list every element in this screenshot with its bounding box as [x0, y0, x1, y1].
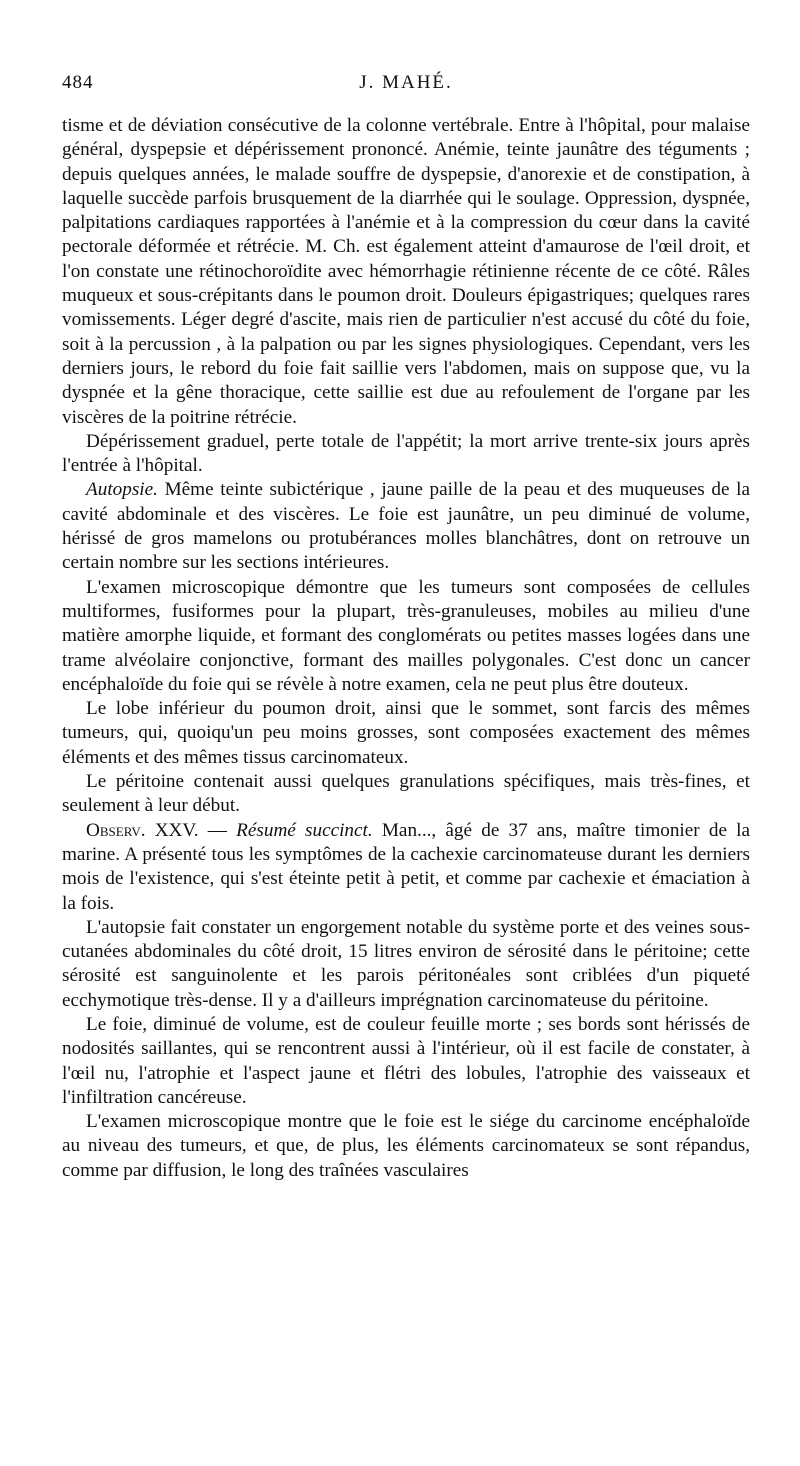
paragraph-text: Dépérissement graduel, perte totale de l'appétit; la mort arrive trente-six jours après l'entrée à l'hôpital.: [62, 430, 750, 477]
running-title: J. MAHÉ.: [359, 72, 453, 93]
paragraph-text: L'examen microscopique montre que le foie est le siége du carcinome encéphaloïde au niveau des tumeurs, et que, de plus, les éléments carcinomateux se sont répandus, comme par diffusion, le long des traînées vasculaires: [62, 1111, 750, 1181]
section-lead-autopsie: Autopsie.: [86, 479, 158, 501]
paragraph: [62, 916, 750, 1013]
section-lead-resume: Résumé succinct.: [236, 819, 373, 841]
paragraph: [62, 478, 750, 575]
paragraph-text: Le péritoine contenait aussi quelques granulations spécifiques, mais très-fines, et seulement à leur début.: [62, 771, 750, 817]
paragraph: [62, 1013, 750, 1110]
paragraph: [62, 430, 750, 479]
page-number: 484: [62, 72, 94, 93]
paragraph: [62, 697, 750, 770]
body-text: [62, 114, 750, 1183]
observation-label: Observ. XXV.: [86, 819, 199, 841]
paragraph-text: L'examen microscopique démontre que les tumeurs sont composées de cellules multiformes, fusiformes pour la plupart, très-granuleuses, mobiles au milieu d'une matière amorphe liquide, et formant des conglomérats ou petites masses logées dans une trame alvéolaire conjonctive, formant des mailles polygonales. C'est donc un cancer encéphaloïde du foie qui se révèle à notre examen, cela ne peut plus être douteux.: [62, 576, 750, 695]
paragraph-text: Le foie, diminué de volume, est de couleur feuille morte ; ses bords sont hérissés de nodosités saillantes, qui se rencontrent aussi à l'intérieur, où il est facile de constater, à l'œil nu, l'atrophie et l'aspect jaune et flétri des lobules, l'atrophie des vaisseaux et l'infiltration cancéreuse.: [62, 1013, 750, 1108]
dash: —: [198, 819, 237, 841]
paragraph: [62, 114, 750, 430]
page-header: [62, 72, 750, 100]
paragraph-text: L'autopsie fait constater un engorgement notable du système porte et des veines sous-cutanées abdominales du côté droit, 15 litres environ de sérosité dans le péritoine; cette sérosité est sanguinolente et les parois péritonéales sont criblées d'un piqueté ecchymotique très-dense. Il y a d'ailleurs imprégnation carcinomateuse du péritoine.: [62, 916, 750, 1011]
paragraph-text: Le lobe inférieur du poumon droit, ainsi que le sommet, sont farcis des mêmes tumeurs, qui, quoiqu'un peu moins grosses, sont composées exactement des mêmes éléments et des mêmes tissus carcinomateux.: [62, 698, 750, 768]
paragraph-text: Man..., âgé de 37 ans, maître timonier de la marine. A présenté tous les symptômes de la cachexie carcinomateuse durant les derniers mois de l'existence, qui s'est éteinte petit à petit, et comme par cachexie et émaciation à la fois.: [62, 819, 750, 914]
paragraph: [62, 819, 750, 916]
paragraph: [62, 576, 750, 697]
paragraph: [62, 1110, 750, 1183]
paragraph-text: Même teinte subictérique , jaune paille de la peau et des muqueuses de la cavité abdominale et des viscères. Le foie est jaunâtre, un peu diminué de volume, hérissé de gros mamelons ou protubérances molles blanchâtres, dont on retrouve un certain nombre sur les sections intérieures.: [62, 479, 750, 574]
paragraph: [62, 770, 750, 819]
paragraph-text: tisme et de déviation consécutive de la colonne vertébrale. Entre à l'hôpital, pour malaise général, dyspepsie et dépérissement prononcé. Anémie, teinte jaunâtre des téguments ; depuis quelques années, le malade souffre de dyspepsie, d'anorexie et de constipation, à laquelle succède parfois brusquement de la diarrhée qui le soulage. Oppression, dyspnée, palpitations cardiaques rapportées à l'anémie et à la compression du cœur dans la cavité pectorale déformée et rétrécie. M. Ch. est également atteint d'amaurose de l'œil droit, et l'on constate une rétinochoroïdite avec hémorrhagie rétinienne récente de ce côté. Râles muqueux et sous-crépitants dans le poumon droit. Douleurs épigastriques; quelques rares vomissements. Léger degré d'ascite, mais rien de particulier n'est accusé du côté du foie, soit à la percussion , à la palpation ou par les signes physiologiques. Cependant, vers les derniers jours, le rebord du foie fait saillie vers l'abdomen, mais on suppose que, vu la dyspnée et la gêne thoracique, cette saillie est due au refoulement de l'organe par les viscères de la poitrine rétrécie.: [62, 115, 750, 428]
